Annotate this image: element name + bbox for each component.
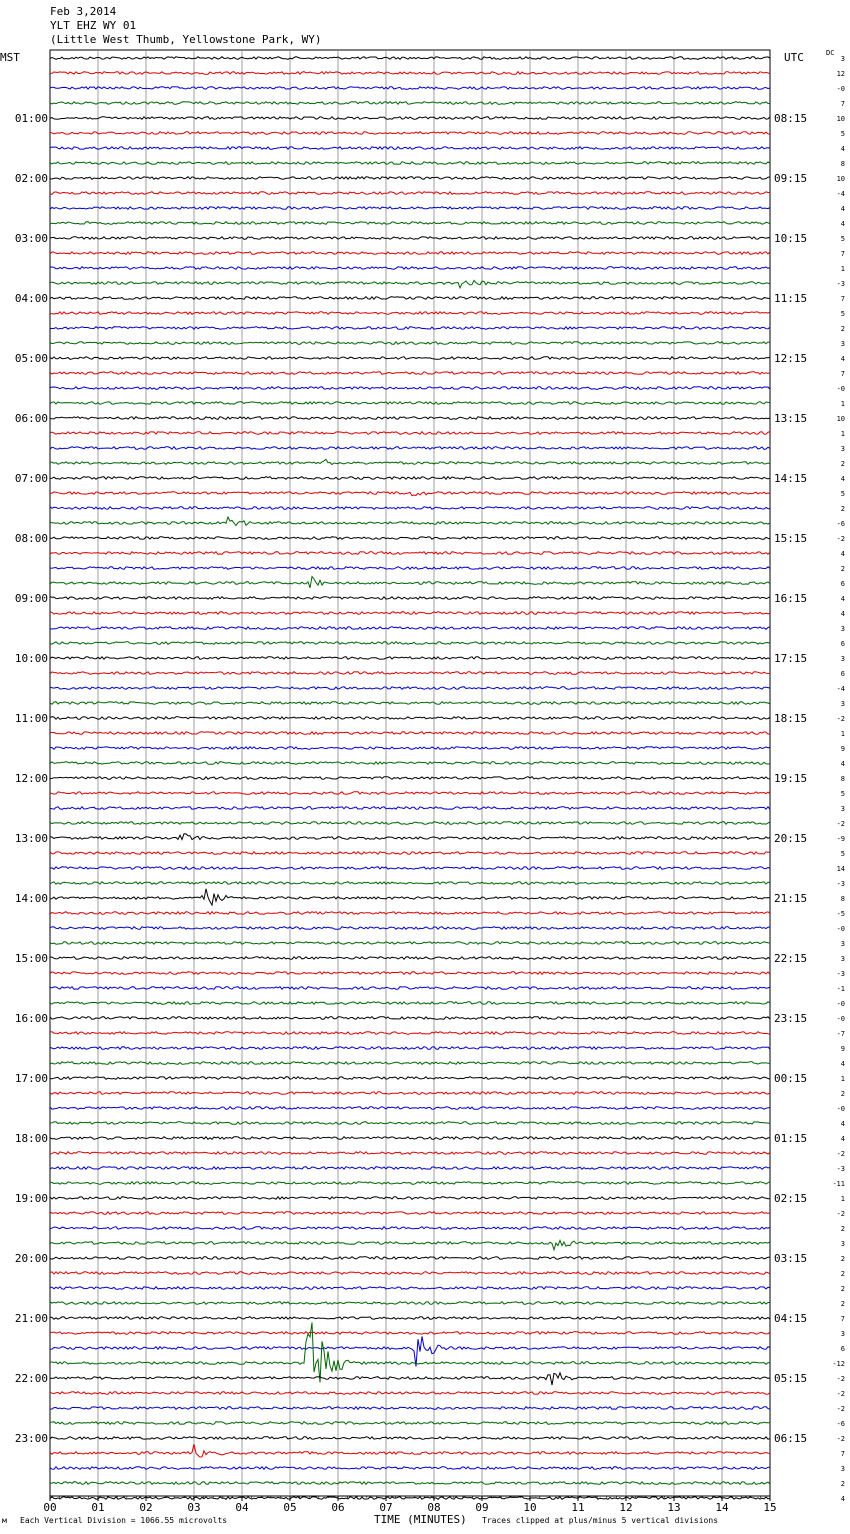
dc-offset-label: -2 bbox=[836, 535, 845, 543]
dc-offset-label: -0 bbox=[836, 1105, 845, 1113]
seismic-trace bbox=[50, 1212, 770, 1215]
dc-offset-label: 10 bbox=[836, 175, 845, 183]
mst-hour-label: 20:00 bbox=[14, 1252, 48, 1265]
x-tick-label: 05 bbox=[283, 1501, 297, 1514]
dc-offset-label: 5 bbox=[840, 850, 845, 858]
seismic-trace bbox=[50, 1287, 770, 1290]
seismic-trace bbox=[50, 642, 770, 645]
seismic-trace bbox=[50, 1240, 770, 1249]
mst-hour-label: 04:00 bbox=[14, 292, 48, 305]
utc-hour-label: 20:15 bbox=[774, 832, 808, 845]
seismic-trace bbox=[50, 1197, 770, 1200]
seismic-trace bbox=[50, 1107, 770, 1110]
utc-hour-label: 16:15 bbox=[774, 592, 808, 605]
mst-hour-label: 02:00 bbox=[14, 172, 48, 185]
dc-offset-label: 1 bbox=[840, 730, 845, 738]
dc-offset-label: 4 bbox=[840, 595, 845, 603]
seismic-trace bbox=[50, 162, 770, 165]
dc-offset-label: 9 bbox=[840, 745, 845, 753]
dc-offset-label: -12 bbox=[832, 1360, 845, 1368]
seismic-trace bbox=[50, 492, 770, 496]
mst-hour-label: 07:00 bbox=[14, 472, 48, 485]
dc-offset-label: 3 bbox=[840, 1330, 845, 1338]
seismic-trace bbox=[50, 1497, 770, 1500]
mst-hour-label: 19:00 bbox=[14, 1192, 48, 1205]
mst-hour-label: 11:00 bbox=[14, 712, 48, 725]
dc-offset-label: -2 bbox=[836, 715, 845, 723]
utc-hour-label: 01:15 bbox=[774, 1132, 808, 1145]
seismic-trace bbox=[50, 822, 770, 825]
dc-offset-label: 3 bbox=[840, 340, 845, 348]
seismic-trace bbox=[50, 459, 770, 464]
dc-offset-label: 7 bbox=[840, 370, 845, 378]
seismic-trace bbox=[50, 927, 770, 930]
dc-offset-label: 6 bbox=[840, 1345, 845, 1353]
seismic-trace bbox=[50, 1392, 770, 1395]
mst-hour-label: 12:00 bbox=[14, 772, 48, 785]
x-tick-label: 03 bbox=[187, 1501, 201, 1514]
seismic-trace bbox=[50, 357, 770, 360]
dc-offset-label: 3 bbox=[840, 445, 845, 453]
utc-hour-label: 23:15 bbox=[774, 1012, 808, 1025]
seismic-trace bbox=[50, 972, 770, 975]
seismic-trace bbox=[50, 147, 770, 150]
x-tick-label: 04 bbox=[235, 1501, 249, 1514]
dc-offset-label: 7 bbox=[840, 295, 845, 303]
mst-hour-label: 13:00 bbox=[14, 832, 48, 845]
dc-offset-label: 2 bbox=[840, 1480, 845, 1488]
mst-hour-label: 14:00 bbox=[14, 892, 48, 905]
seismic-trace bbox=[50, 834, 770, 840]
seismic-trace bbox=[50, 1302, 770, 1305]
seismic-trace bbox=[50, 627, 770, 630]
utc-hour-label: 22:15 bbox=[774, 952, 808, 965]
seismic-trace bbox=[50, 852, 770, 855]
seismic-trace bbox=[50, 1317, 770, 1320]
dc-offset-label: -2 bbox=[836, 1210, 845, 1218]
dc-offset-label: 7 bbox=[840, 100, 845, 108]
x-tick-label: 02 bbox=[139, 1501, 153, 1514]
dc-offset-label: 3 bbox=[840, 700, 845, 708]
dc-offset-label: 10 bbox=[836, 415, 845, 423]
x-tick-label: 01 bbox=[91, 1501, 105, 1514]
dc-offset-label: 4 bbox=[840, 355, 845, 363]
dc-offset-label: -2 bbox=[836, 1150, 845, 1158]
mst-hour-label: 17:00 bbox=[14, 1072, 48, 1085]
utc-hour-label: 14:15 bbox=[774, 472, 808, 485]
dc-offset-label: 4 bbox=[840, 610, 845, 618]
mst-hour-label: 03:00 bbox=[14, 232, 48, 245]
utc-hour-label: 05:15 bbox=[774, 1372, 808, 1385]
dc-offset-label: -4 bbox=[836, 190, 845, 198]
seismic-trace bbox=[50, 597, 770, 600]
mst-hour-label: 06:00 bbox=[14, 412, 48, 425]
seismic-trace bbox=[50, 252, 770, 255]
dc-offset-label: 2 bbox=[840, 1255, 845, 1263]
x-tick-label: 08 bbox=[427, 1501, 441, 1514]
utc-hour-label: 15:15 bbox=[774, 532, 808, 545]
dc-offset-label: -11 bbox=[832, 1180, 845, 1188]
utc-hour-label: 02:15 bbox=[774, 1192, 808, 1205]
seismic-trace bbox=[50, 1062, 770, 1065]
seismic-trace bbox=[50, 297, 770, 300]
x-tick-label: 00 bbox=[43, 1501, 57, 1514]
seismic-trace bbox=[50, 1122, 770, 1125]
seismic-trace bbox=[50, 312, 770, 315]
dc-offset-label: 4 bbox=[840, 220, 845, 228]
dc-offset-label: 9 bbox=[840, 1045, 845, 1053]
dc-offset-label: -0 bbox=[836, 385, 845, 393]
dc-offset-label: 2 bbox=[840, 1225, 845, 1233]
dc-offset-label: -4 bbox=[836, 685, 845, 693]
mst-hour-label: 15:00 bbox=[14, 952, 48, 965]
mst-hour-label: 22:00 bbox=[14, 1372, 48, 1385]
seismic-trace bbox=[50, 1257, 770, 1260]
dc-offset-label: 7 bbox=[840, 1450, 845, 1458]
dc-offset-label: 14 bbox=[836, 865, 845, 873]
dc-offset-label: 1 bbox=[840, 265, 845, 273]
mst-hour-label: 09:00 bbox=[14, 592, 48, 605]
utc-hour-label: 21:15 bbox=[774, 892, 808, 905]
dc-offset-label: 1 bbox=[840, 400, 845, 408]
dc-offset-label: 2 bbox=[840, 325, 845, 333]
seismic-trace bbox=[50, 1272, 770, 1275]
seismic-trace bbox=[50, 1077, 770, 1080]
seismic-trace bbox=[50, 222, 770, 225]
dc-offset-label: -0 bbox=[836, 1000, 845, 1008]
seismic-trace bbox=[50, 132, 770, 135]
seismic-trace bbox=[50, 267, 770, 270]
seismic-trace bbox=[50, 942, 770, 945]
seismic-trace bbox=[50, 1467, 770, 1470]
dc-offset-label: -3 bbox=[836, 1165, 845, 1173]
dc-offset-label: 4 bbox=[840, 1120, 845, 1128]
utc-axis-label: UTC bbox=[784, 51, 804, 64]
seismic-trace bbox=[50, 1422, 770, 1425]
dc-offset-label: 2 bbox=[840, 1270, 845, 1278]
dc-offset-label: 2 bbox=[840, 1090, 845, 1098]
dc-offset-label: 3 bbox=[840, 655, 845, 663]
x-tick-label: 12 bbox=[619, 1501, 633, 1514]
dc-offset-label: 2 bbox=[840, 460, 845, 468]
dc-offset-label: 4 bbox=[840, 1495, 845, 1503]
dc-offset-label: -2 bbox=[836, 820, 845, 828]
seismic-trace bbox=[50, 402, 770, 405]
seismic-trace bbox=[50, 1437, 770, 1440]
seismic-trace bbox=[50, 87, 770, 90]
x-tick-label: 11 bbox=[571, 1501, 585, 1514]
seismic-trace bbox=[50, 447, 770, 450]
utc-hour-label: 10:15 bbox=[774, 232, 808, 245]
seismic-trace bbox=[50, 987, 770, 990]
seismic-trace bbox=[50, 1407, 770, 1410]
seismic-trace bbox=[50, 517, 770, 526]
mst-hour-label: 05:00 bbox=[14, 352, 48, 365]
dc-offset-label: 12 bbox=[836, 70, 845, 78]
utc-hour-label: 18:15 bbox=[774, 712, 808, 725]
x-tick-label: 10 bbox=[523, 1501, 537, 1514]
dc-offset-label: 6 bbox=[840, 640, 845, 648]
mst-hour-label: 10:00 bbox=[14, 652, 48, 665]
utc-hour-label: 08:15 bbox=[774, 112, 808, 125]
utc-hour-label: 06:15 bbox=[774, 1432, 808, 1445]
dc-offset-label: 4 bbox=[840, 145, 845, 153]
dc-offset-label: 3 bbox=[840, 1240, 845, 1248]
mst-hour-label: 01:00 bbox=[14, 112, 48, 125]
dc-offset-label: 1 bbox=[840, 430, 845, 438]
dc-offset-label: 3 bbox=[840, 805, 845, 813]
dc-offset-label: -5 bbox=[836, 910, 845, 918]
x-tick-label: 09 bbox=[475, 1501, 489, 1514]
seismic-trace bbox=[50, 702, 770, 705]
dc-offset-label: -9 bbox=[836, 835, 845, 843]
dc-offset-label: 1 bbox=[840, 1195, 845, 1203]
footer-mark: м bbox=[2, 1516, 7, 1525]
dc-offset-label: 4 bbox=[840, 475, 845, 483]
dc-offset-label: -3 bbox=[836, 280, 845, 288]
seismic-trace bbox=[50, 1332, 770, 1335]
seismic-trace bbox=[50, 1167, 770, 1170]
utc-hour-label: 09:15 bbox=[774, 172, 808, 185]
dc-offset-label: 5 bbox=[840, 235, 845, 243]
seismic-trace bbox=[50, 387, 770, 390]
dc-offset-label: 6 bbox=[840, 580, 845, 588]
dc-offset-label: -6 bbox=[836, 1420, 845, 1428]
dc-offset-label: -2 bbox=[836, 1375, 845, 1383]
seismic-trace bbox=[50, 687, 770, 690]
dc-offset-label: -0 bbox=[836, 1015, 845, 1023]
seismic-trace bbox=[50, 1137, 770, 1140]
dc-offset-label: 2 bbox=[840, 1300, 845, 1308]
seismic-trace bbox=[50, 372, 770, 375]
dc-offset-label: 7 bbox=[840, 250, 845, 258]
dc-offset-label: 8 bbox=[840, 775, 845, 783]
mst-hour-label: 08:00 bbox=[14, 532, 48, 545]
seismic-trace bbox=[50, 552, 770, 555]
seismic-trace bbox=[50, 57, 770, 60]
dc-offset-label: -3 bbox=[836, 880, 845, 888]
dc-offset-label: 5 bbox=[840, 310, 845, 318]
dc-offset-label: -2 bbox=[836, 1390, 845, 1398]
chart-title: YLT EHZ WY 01 bbox=[50, 19, 137, 32]
seismic-trace bbox=[50, 1444, 770, 1457]
seismic-trace bbox=[50, 207, 770, 210]
seismic-trace bbox=[50, 567, 770, 570]
utc-hour-label: 03:15 bbox=[774, 1252, 808, 1265]
x-axis-title: TIME (MINUTES) bbox=[374, 1513, 467, 1526]
seismic-trace bbox=[50, 342, 770, 345]
seismic-trace bbox=[50, 672, 770, 675]
x-tick-label: 07 bbox=[379, 1501, 393, 1514]
seismic-trace bbox=[50, 1032, 770, 1035]
seismic-trace bbox=[50, 777, 770, 780]
dc-offset-label: 3 bbox=[840, 940, 845, 948]
seismic-trace bbox=[50, 957, 770, 960]
seismic-trace bbox=[50, 237, 770, 240]
dc-offset-label: -0 bbox=[836, 85, 845, 93]
utc-hour-label: 11:15 bbox=[774, 292, 808, 305]
utc-hour-label: 19:15 bbox=[774, 772, 808, 785]
dc-axis-label: DC bbox=[826, 49, 835, 57]
seismic-trace bbox=[50, 102, 770, 105]
dc-offset-label: 4 bbox=[840, 550, 845, 558]
seismic-trace bbox=[50, 192, 770, 195]
mst-axis-label: MST bbox=[0, 51, 20, 64]
dc-offset-label: 3 bbox=[840, 1465, 845, 1473]
seismic-trace bbox=[50, 1002, 770, 1005]
seismic-trace bbox=[50, 117, 770, 120]
mst-hour-label: 18:00 bbox=[14, 1132, 48, 1145]
dc-offset-label: -6 bbox=[836, 520, 845, 528]
dc-offset-label: 2 bbox=[840, 565, 845, 573]
seismic-trace bbox=[50, 477, 770, 480]
dc-offset-label: 4 bbox=[840, 1060, 845, 1068]
dc-offset-label: -0 bbox=[836, 925, 845, 933]
footer-clip-note: Traces clipped at plus/minus 5 vertical divisions bbox=[482, 1516, 719, 1525]
seismic-trace bbox=[50, 867, 770, 870]
chart-date: Feb 3,2014 bbox=[50, 5, 117, 18]
dc-offset-label: -3 bbox=[836, 970, 845, 978]
x-tick-label: 14 bbox=[715, 1501, 729, 1514]
chart-subtitle: (Little West Thumb, Yellowstone Park, WY) bbox=[50, 33, 322, 46]
seismic-trace bbox=[50, 1373, 770, 1385]
seismic-trace bbox=[50, 177, 770, 180]
dc-offset-label: 3 bbox=[840, 955, 845, 963]
seismic-trace bbox=[50, 612, 770, 615]
seismic-trace bbox=[50, 762, 770, 765]
x-tick-label: 06 bbox=[331, 1501, 345, 1514]
mst-hour-label: 21:00 bbox=[14, 1312, 48, 1325]
mst-hour-label: 23:00 bbox=[14, 1432, 48, 1445]
dc-offset-label: -2 bbox=[836, 1405, 845, 1413]
dc-offset-label: 2 bbox=[840, 505, 845, 513]
footer-scale-note: Each Vertical Division = 1066.55 microvolts bbox=[20, 1516, 228, 1525]
seismic-trace bbox=[50, 537, 770, 540]
seismic-trace bbox=[50, 432, 770, 435]
seismic-trace bbox=[50, 327, 770, 330]
dc-offset-label: 5 bbox=[840, 790, 845, 798]
seismic-trace bbox=[50, 1482, 770, 1485]
x-tick-label: 13 bbox=[667, 1501, 681, 1514]
seismic-trace bbox=[50, 1017, 770, 1020]
utc-hour-label: 13:15 bbox=[774, 412, 808, 425]
dc-offset-label: 3 bbox=[840, 625, 845, 633]
utc-hour-label: 00:15 bbox=[774, 1072, 808, 1085]
dc-offset-label: 4 bbox=[840, 205, 845, 213]
seismic-trace bbox=[50, 280, 770, 288]
seismic-trace bbox=[50, 657, 770, 660]
dc-offset-label: 4 bbox=[840, 760, 845, 768]
seismic-trace bbox=[50, 747, 770, 750]
seismic-trace bbox=[50, 912, 770, 915]
dc-offset-label: -2 bbox=[836, 1435, 845, 1443]
dc-offset-label: 7 bbox=[840, 1315, 845, 1323]
dc-offset-label: 3 bbox=[840, 55, 845, 63]
seismic-trace bbox=[50, 1322, 770, 1382]
seismic-trace bbox=[50, 577, 770, 588]
dc-offset-label: 5 bbox=[840, 490, 845, 498]
seismic-trace bbox=[50, 1092, 770, 1095]
seismic-trace bbox=[50, 807, 770, 810]
seismic-trace bbox=[50, 1047, 770, 1050]
seismic-trace bbox=[50, 507, 770, 510]
dc-offset-label: -7 bbox=[836, 1030, 845, 1038]
mst-hour-label: 16:00 bbox=[14, 1012, 48, 1025]
seismic-trace bbox=[50, 72, 770, 75]
seismic-trace bbox=[50, 889, 770, 905]
seismic-trace bbox=[50, 717, 770, 720]
dc-offset-label: 4 bbox=[840, 1135, 845, 1143]
dc-offset-label: 10 bbox=[836, 115, 845, 123]
seismic-trace bbox=[50, 792, 770, 795]
dc-offset-label: 5 bbox=[840, 130, 845, 138]
utc-hour-label: 17:15 bbox=[774, 652, 808, 665]
seismic-trace bbox=[50, 732, 770, 735]
seismic-trace bbox=[50, 1182, 770, 1185]
utc-hour-label: 04:15 bbox=[774, 1312, 808, 1325]
utc-hour-label: 12:15 bbox=[774, 352, 808, 365]
seismic-trace bbox=[50, 882, 770, 885]
dc-offset-label: 6 bbox=[840, 670, 845, 678]
dc-offset-label: 1 bbox=[840, 1075, 845, 1083]
dc-offset-label: 8 bbox=[840, 160, 845, 168]
dc-offset-label: -1 bbox=[836, 985, 845, 993]
dc-offset-label: 8 bbox=[840, 895, 845, 903]
seismic-trace bbox=[50, 417, 770, 420]
seismic-trace bbox=[50, 1152, 770, 1155]
seismic-trace bbox=[50, 1227, 770, 1230]
dc-offset-label: 2 bbox=[840, 1285, 845, 1293]
x-tick-label: 15 bbox=[763, 1501, 777, 1514]
